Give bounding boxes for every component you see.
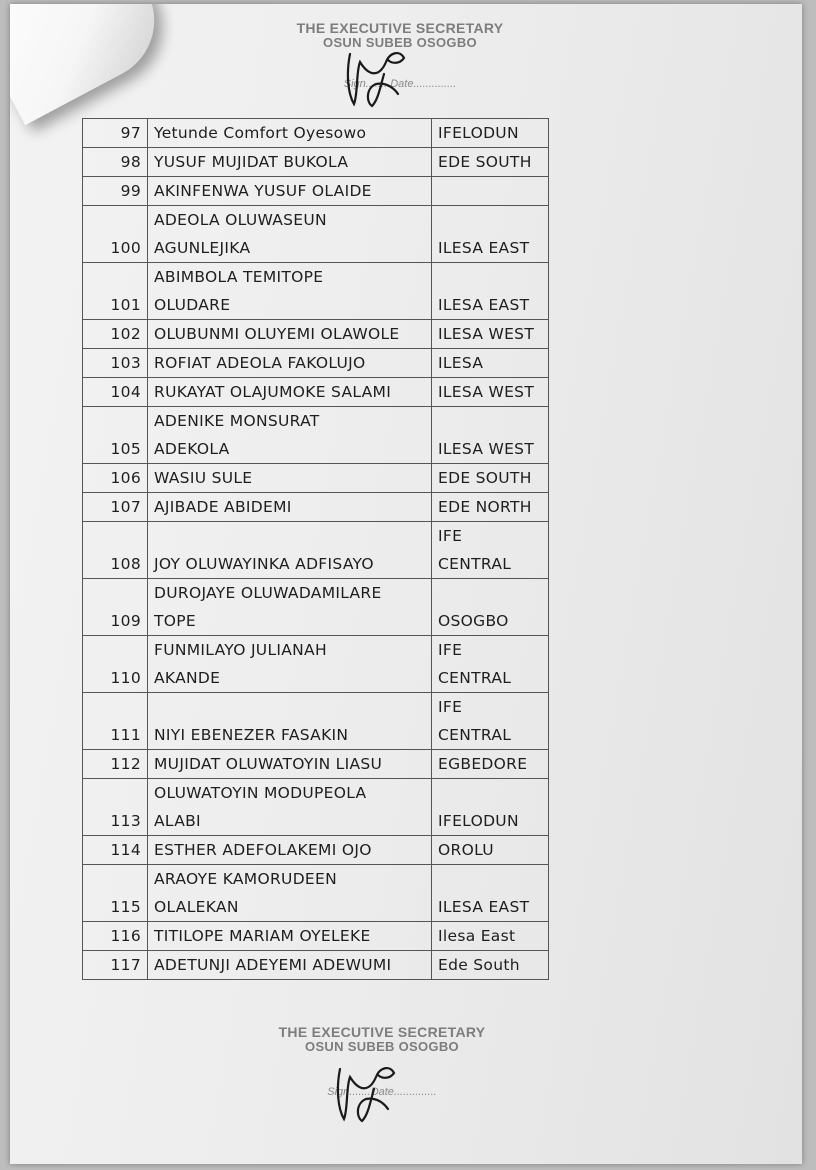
lga-line [438, 407, 542, 435]
staff-name-line: OLALEKAN [154, 898, 239, 916]
staff-name-line: ARAOYE KAMORUDEEN [154, 870, 338, 888]
lga-line: Ilesa East [438, 927, 516, 945]
row-number: 116 [83, 922, 148, 951]
stamp-sign-line: Sign........Date.............. [343, 78, 457, 90]
table-row [83, 693, 549, 750]
staff-name-line: AKINFENWA YUSUF OLAIDE [154, 182, 372, 200]
staff-name [148, 119, 432, 148]
row-number: 108 [83, 522, 148, 579]
row-number: 105 [83, 407, 148, 464]
staff-name-line: ROFIAT ADEOLA FAKOLUJO [154, 354, 366, 372]
staff-table [82, 118, 549, 980]
lga-line: ILESA WEST [438, 325, 535, 343]
staff-name-line: WASIU SULE [154, 469, 253, 487]
staff-name [148, 750, 432, 779]
lga [432, 836, 549, 865]
staff-name-line: OLUBUNMI OLUYEMI OLAWOLE [154, 325, 400, 343]
lga [432, 177, 549, 206]
staff-name-line: NIYI EBENEZER FASAKIN [154, 726, 349, 744]
staff-name [148, 922, 432, 951]
staff-name [148, 636, 432, 693]
staff-name-line: TOPE [154, 612, 197, 630]
row-number: 114 [83, 836, 148, 865]
staff-name [148, 836, 432, 865]
lga [432, 206, 549, 263]
lga [432, 407, 549, 464]
staff-name-line: DUROJAYE OLUWADAMILARE [154, 584, 382, 602]
row-number: 106 [83, 464, 148, 493]
staff-name-line: ALABI [154, 812, 201, 830]
row-number: 104 [83, 378, 148, 407]
table-row [83, 636, 549, 693]
stamp-subtitle: OSUN SUBEB OSOGBO [305, 1039, 459, 1054]
lga [432, 378, 549, 407]
table-row [83, 951, 549, 980]
table-row [83, 865, 549, 922]
staff-name [148, 378, 432, 407]
lga-line [438, 177, 542, 205]
staff-name [148, 349, 432, 378]
lga-line: EGBEDORE [438, 755, 528, 773]
staff-name-line: AGUNLEJIKA [154, 239, 251, 257]
table-row [83, 177, 549, 206]
row-number: 117 [83, 951, 148, 980]
staff-name-line: ADENIKE MONSURAT [154, 412, 320, 430]
lga [432, 522, 549, 579]
staff-name [148, 865, 432, 922]
lga [432, 693, 549, 750]
staff-name-line: FUNMILAYO JULIANAH [154, 641, 327, 659]
staff-name [148, 206, 432, 263]
row-number: 111 [83, 693, 148, 750]
lga-line: Ede South [438, 956, 520, 974]
signature-bottom [330, 1061, 398, 1125]
staff-name [148, 320, 432, 349]
row-number: 98 [83, 148, 148, 177]
row-number: 99 [83, 177, 148, 206]
table-row [83, 493, 549, 522]
table-row [83, 206, 549, 263]
staff-name-line: MUJIDAT OLUWATOYIN LIASU [154, 755, 383, 773]
page-curl [10, 4, 175, 125]
staff-name-line: ADEKOLA [154, 440, 230, 458]
staff-name-line: ABIMBOLA TEMITOPE [154, 268, 324, 286]
document-page [10, 4, 802, 1164]
stamp-title: THE EXECUTIVE SECRETARY [278, 1024, 486, 1040]
lga-line: ILESA EAST [438, 898, 530, 916]
row-number: 110 [83, 636, 148, 693]
lga [432, 779, 549, 836]
staff-name [148, 522, 432, 579]
lga-line: ILESA WEST [438, 440, 535, 458]
staff-name [148, 407, 432, 464]
staff-name [148, 263, 432, 320]
stamp-title: THE EXECUTIVE SECRETARY [296, 20, 504, 36]
table-row [83, 750, 549, 779]
staff-name [148, 779, 432, 836]
lga [432, 750, 549, 779]
table-row [83, 836, 549, 865]
table-row [83, 263, 549, 320]
row-number: 103 [83, 349, 148, 378]
lga-line: IFELODUN [438, 812, 519, 830]
lga-line: IFELODUN [438, 124, 519, 142]
staff-name-line: ADEOLA OLUWASEUN [154, 211, 327, 229]
row-number: 115 [83, 865, 148, 922]
lga [432, 951, 549, 980]
lga-line: CENTRAL [438, 555, 512, 573]
lga [432, 865, 549, 922]
lga-line: EDE SOUTH [438, 469, 532, 487]
lga-line: IFE [438, 527, 463, 545]
staff-name-line: Yetunde Comfort Oyesowo [154, 124, 367, 142]
lga-line [438, 779, 542, 807]
lga-line: IFE [438, 641, 463, 659]
lga [432, 464, 549, 493]
staff-name [148, 579, 432, 636]
table-row [83, 320, 549, 349]
staff-name [148, 951, 432, 980]
table-row [83, 119, 549, 148]
staff-name [148, 493, 432, 522]
lga-line: CENTRAL [438, 726, 512, 744]
staff-name-line: JOY OLUWAYINKA ADFISAYO [154, 555, 374, 573]
table-row [83, 922, 549, 951]
staff-name-line: ESTHER ADEFOLAKEMI OJO [154, 841, 372, 859]
lga-line [438, 263, 542, 291]
table-row [83, 148, 549, 177]
lga [432, 493, 549, 522]
staff-name-line: RUKAYAT OLAJUMOKE SALAMI [154, 383, 392, 401]
row-number: 107 [83, 493, 148, 522]
lga-line: CENTRAL [438, 669, 512, 687]
staff-name-line: TITILOPE MARIAM OYELEKE [154, 927, 371, 945]
stamp-sign-line: Sign.......Date.............. [327, 1086, 437, 1098]
staff-name [148, 464, 432, 493]
lga-line: ILESA EAST [438, 296, 530, 314]
staff-name [148, 148, 432, 177]
table-row [83, 349, 549, 378]
signature-top [340, 44, 410, 110]
lga-line: ILESA EAST [438, 239, 530, 257]
lga [432, 119, 549, 148]
lga [432, 636, 549, 693]
table-row [83, 579, 549, 636]
row-number: 109 [83, 579, 148, 636]
table-row [83, 464, 549, 493]
lga-line [438, 579, 542, 607]
staff-name-line: OLUWATOYIN MODUPEOLA [154, 784, 367, 802]
row-number: 101 [83, 263, 148, 320]
staff-name-line [154, 693, 425, 721]
table-row [83, 779, 549, 836]
lga-line: EDE SOUTH [438, 153, 532, 171]
staff-name-line: AJIBADE ABIDEMI [154, 498, 292, 516]
row-number: 113 [83, 779, 148, 836]
row-number: 100 [83, 206, 148, 263]
lga-line: ILESA WEST [438, 383, 535, 401]
staff-name-line: AKANDE [154, 669, 221, 687]
lga [432, 349, 549, 378]
lga-line: EDE NORTH [438, 498, 532, 516]
table-row [83, 522, 549, 579]
lga-line: ILESA [438, 354, 484, 372]
lga [432, 922, 549, 951]
lga-line: IFE [438, 698, 463, 716]
lga-line: OSOGBO [438, 612, 509, 630]
stamp-subtitle: OSUN SUBEB OSOGBO [323, 35, 477, 50]
staff-name-line: YUSUF MUJIDAT BUKOLA [154, 153, 349, 171]
staff-name-line: ADETUNJI ADEYEMI ADEWUMI [154, 956, 392, 974]
staff-name [148, 177, 432, 206]
lga [432, 263, 549, 320]
lga [432, 148, 549, 177]
lga-line [438, 206, 542, 234]
row-number: 97 [83, 119, 148, 148]
lga [432, 320, 549, 349]
lga-line: OROLU [438, 841, 494, 859]
table-row [83, 378, 549, 407]
staff-name-line [154, 522, 425, 550]
staff-name [148, 693, 432, 750]
row-number: 102 [83, 320, 148, 349]
lga [432, 579, 549, 636]
staff-name-line: OLUDARE [154, 296, 231, 314]
lga-line [438, 865, 542, 893]
table-row [83, 407, 549, 464]
row-number: 112 [83, 750, 148, 779]
